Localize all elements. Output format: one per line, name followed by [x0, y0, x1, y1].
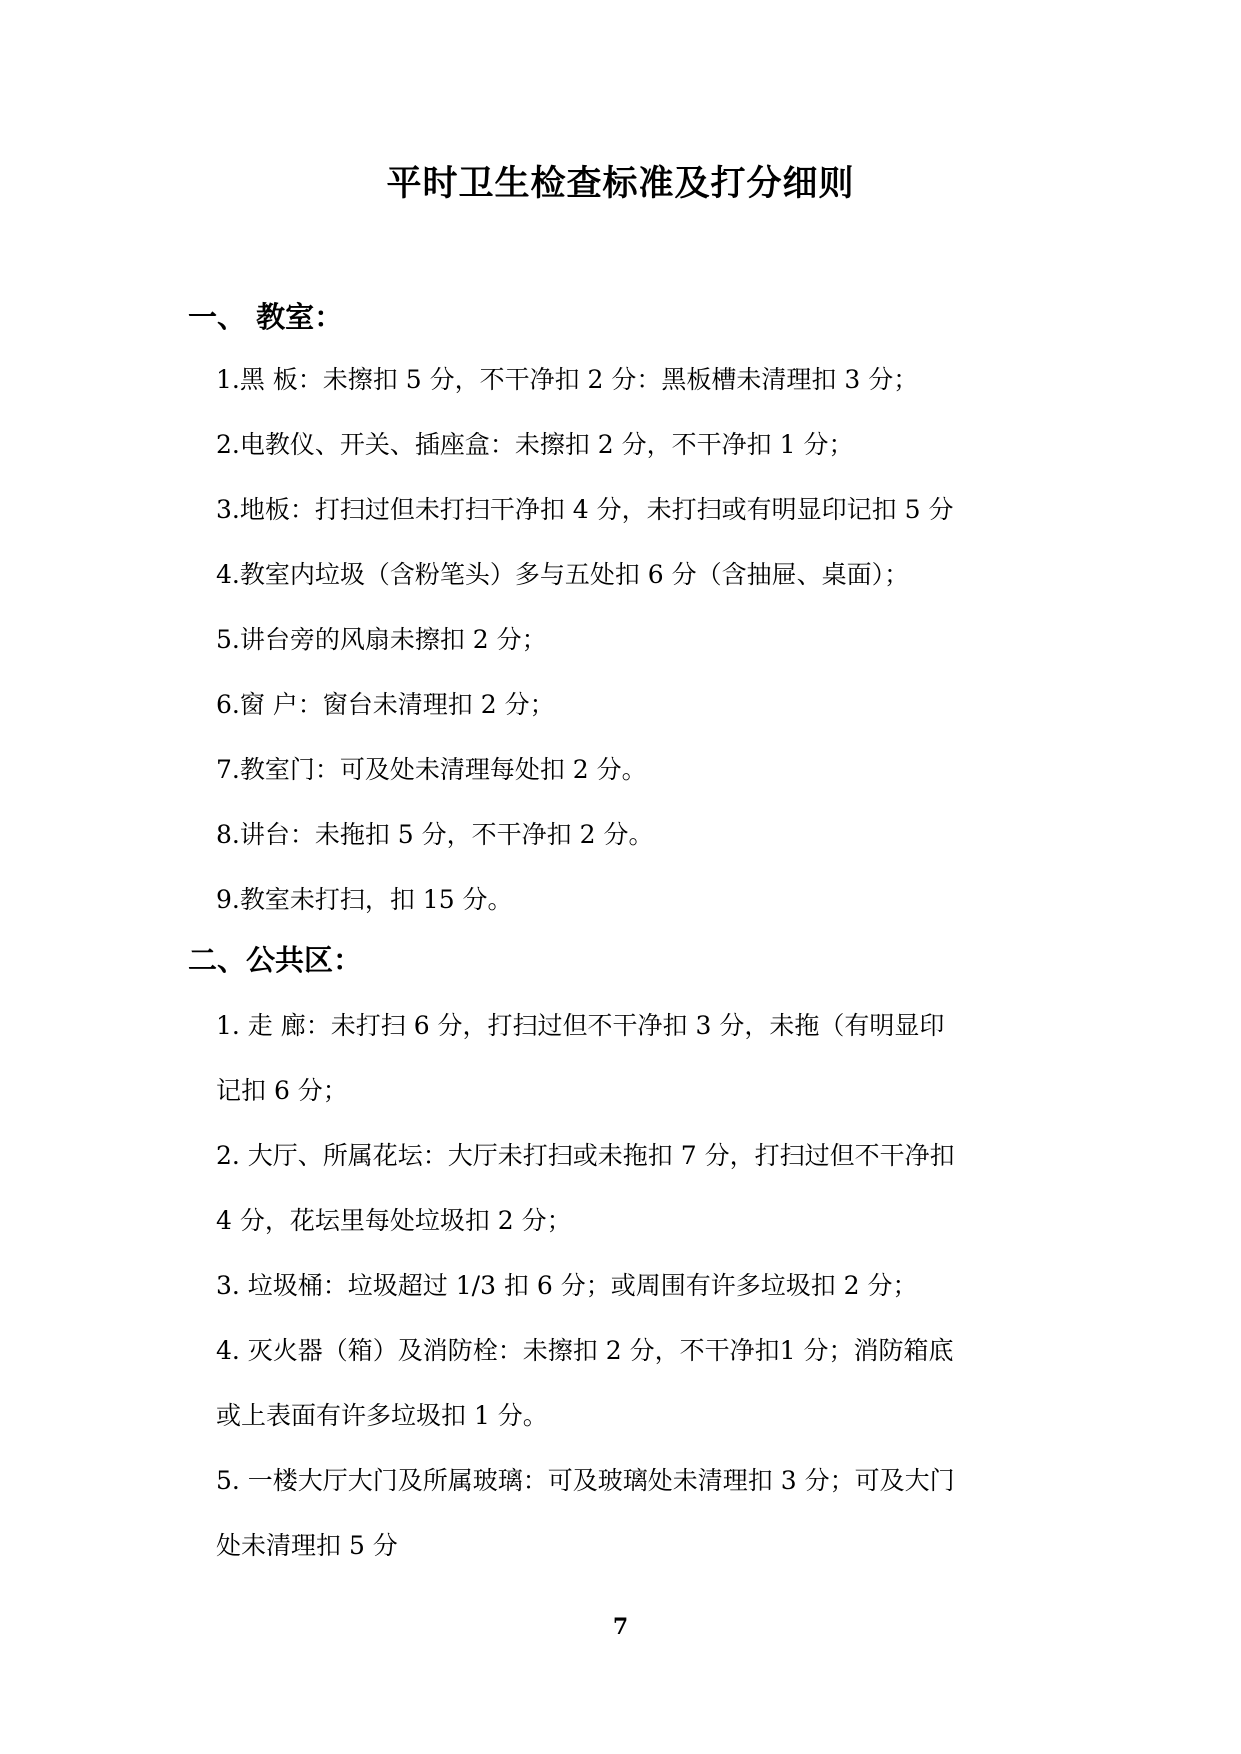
public-area-rule-2-line-2: 4 分，花坛里每处垃圾扣 2 分；	[216, 1206, 572, 1235]
classroom-rule-7: 7.教室门：可及处未清理每处扣 2 分。	[216, 755, 647, 784]
classroom-rule-1: 1.黑 板：未擦扣 5 分，不干净扣 2 分：黑板槽未清理扣 3 分；	[216, 365, 919, 394]
classroom-rule-4: 4.教室内垃圾（含粉笔头）多与五处扣 6 分（含抽屉、桌面）；	[216, 560, 910, 589]
public-area-rule-3: 3. 垃圾桶：垃圾超过 1/3 扣 6 分；或周围有许多垃圾扣 2 分；	[216, 1271, 918, 1300]
public-area-rule-1-line-2: 记扣 6 分；	[216, 1076, 348, 1105]
classroom-rule-2: 2.电教仪、开关、插座盒：未擦扣 2 分，不干净扣 1 分；	[216, 430, 854, 459]
public-area-rule-5-line-1: 5. 一楼大厅大门及所属玻璃：可及玻璃处未清理扣 3 分；可及大门	[216, 1466, 955, 1495]
section-heading-public-area: 二、公共区：	[188, 943, 363, 977]
classroom-rule-5: 5.讲台旁的风扇未擦扣 2 分；	[216, 625, 547, 654]
classroom-rule-6: 6.窗 户：窗台未清理扣 2 分；	[216, 690, 555, 719]
public-area-rule-4-line-1: 4. 灭火器（箱）及消防栓：未擦扣 2 分，不干净扣1 分；消防箱底	[216, 1336, 954, 1365]
page-number: 7	[612, 1614, 629, 1640]
public-area-rule-2-line-1: 2. 大厅、所属花坛：大厅未打扫或未拖扣 7 分，打扫过但不干净扣	[216, 1141, 955, 1170]
classroom-rule-9: 9.教室未打扫，扣 15 分。	[216, 885, 513, 914]
classroom-rule-3: 3.地板：打扫过但未打扫干净扣 4 分，未打扫或有明显印记扣 5 分	[216, 495, 954, 524]
page-title: 平时卫生检查标准及打分细则	[386, 163, 855, 204]
classroom-rule-8: 8.讲台：未拖扣 5 分，不干净扣 2 分。	[216, 820, 654, 849]
public-area-rule-4-line-2: 或上表面有许多垃圾扣 1 分。	[216, 1401, 548, 1430]
public-area-rule-1-line-1: 1. 走 廊：未打扫 6 分，打扫过但不干净扣 3 分，未拖（有明显印	[216, 1011, 945, 1040]
section-heading-classroom: 一、 教室：	[188, 300, 344, 334]
public-area-rule-5-line-2: 处未清理扣 5 分	[216, 1531, 398, 1560]
